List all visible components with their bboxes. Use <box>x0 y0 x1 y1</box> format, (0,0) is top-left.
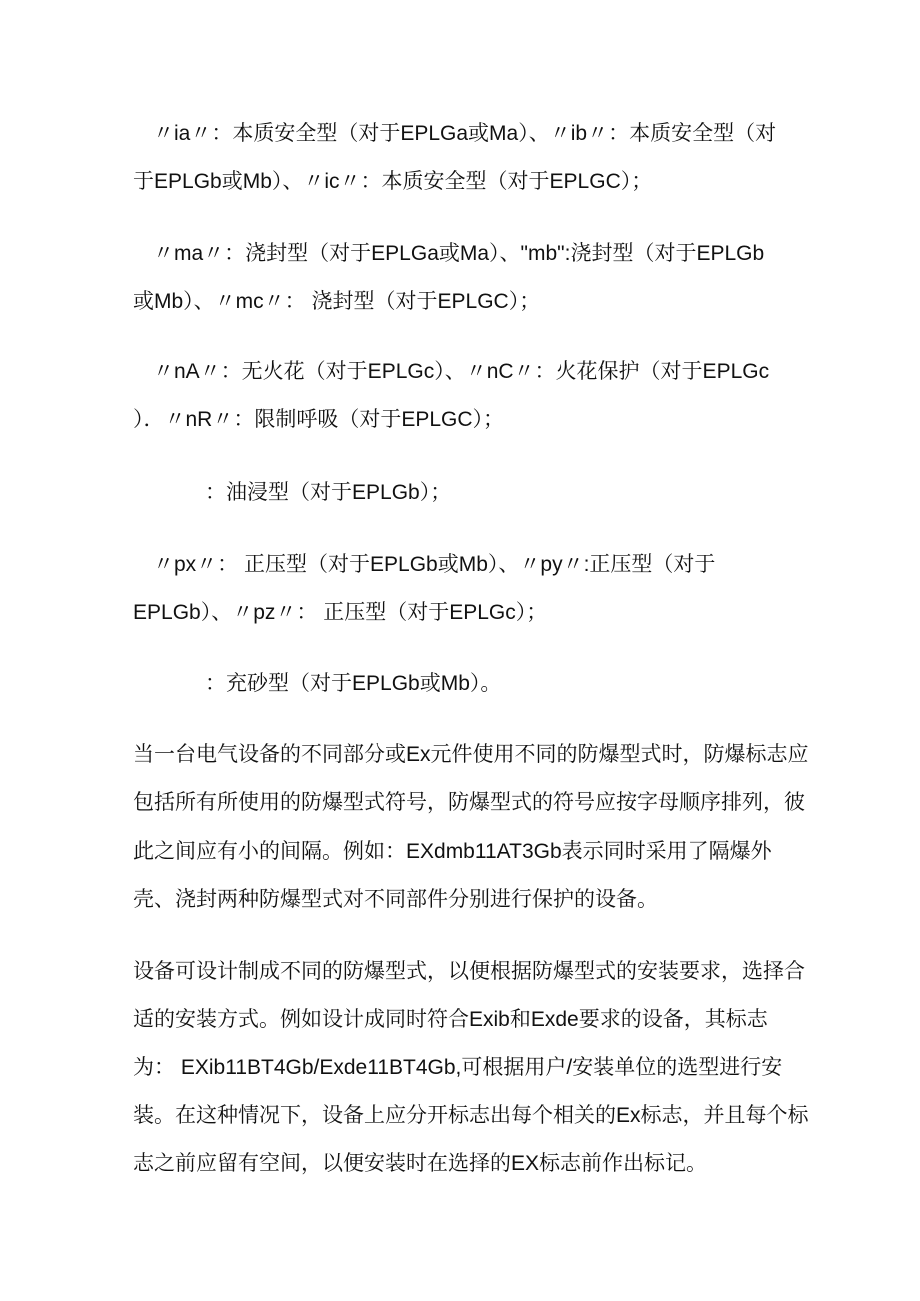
text-line: 设备可设计制成不同的防爆型式，以便根据防爆型式的安装要求，选择合 <box>133 960 805 983</box>
text-line: 或Mb）、〃mc〃： 浇封型（对于EPLGC）； <box>133 290 541 313</box>
text-line: EPLGb）、〃pz〃： 正压型（对于EPLGc）； <box>133 601 548 624</box>
text-line: 〃ma〃：浇封型（对于EPLGa或Ma）、"mb":浇封型（对于EPLGb <box>153 242 765 265</box>
text-line: ：油浸型（对于EPLGb）； <box>205 481 452 504</box>
text-line: 适的安装方式。例如设计成同时符合Exib和Exde要求的设备，其标志 <box>133 1008 768 1031</box>
text-line: 为： EXib11BT4Gb/Exde11BT4Gb,可根据用户/安装单位的选型进行安 <box>133 1056 783 1079</box>
text-line: 志之前应留有空间，以便安装时在选择的EX标志前作出标记。 <box>133 1152 708 1175</box>
text-line: 此之间应有小的间隔。例如：EXdmb11AT3Gb表示同时采用了隔爆外 <box>133 840 772 863</box>
text-line: 装。在这种情况下，设备上应分开标志出每个相关的Ex标志，并且每个标 <box>133 1104 809 1127</box>
text-line: 包括所有所使用的防爆型式符号，防爆型式的符号应按字母顺序排列，彼 <box>133 791 805 814</box>
text-line: 〃nA〃：无火花（对于EPLGc）、〃nC〃：火花保护（对于EPLGc <box>153 360 770 383</box>
text-line: ）．〃nR〃：限制呼吸（对于EPLGC）； <box>133 408 505 431</box>
text-line: 当一台电气设备的不同部分或Ex元件使用不同的防爆型式时，防爆标志应 <box>133 743 809 766</box>
text-line: 〃px〃： 正压型（对于EPLGb或Mb）、〃py〃:正压型（对于 <box>153 553 716 576</box>
text-line: 壳、浇封两种防爆型式对不同部件分别进行保护的设备。 <box>133 888 658 911</box>
text-line: ：充砂型（对于EPLGb或Mb）。 <box>205 672 502 695</box>
text-line: 〃ia〃：本质安全型（对于EPLGa或Ma）、〃ib〃：本质安全型（对 <box>153 122 777 145</box>
text-line: 于EPLGb或Mb）、〃ic〃：本质安全型（对于EPLGC）； <box>133 170 653 193</box>
